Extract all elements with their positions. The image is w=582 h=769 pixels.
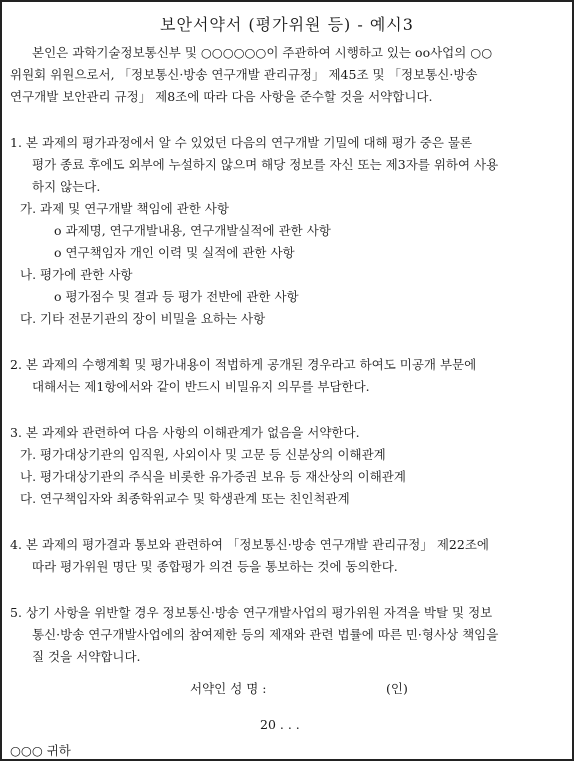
section-1-ga-bullet-1: o 과제명, 연구개발내용, 연구개발실적에 관한 사항 xyxy=(54,223,331,238)
signer-name-label: 서약인 성 명 : xyxy=(190,681,267,696)
section-1-item-ga: 가. 과제 및 연구개발 책임에 관한 사항 xyxy=(20,201,229,216)
section-5-line-1: 5. 상기 사항을 위반할 경우 정보통신·방송 연구개발사업의 평가위원 자격을 박탈 및 정보 xyxy=(10,605,493,620)
section-1-item-da: 다. 기타 전문기관의 장이 비밀을 요하는 사항 xyxy=(20,311,266,326)
section-4-line-2: 따라 평가위원 명단 및 종합평가 의견 등을 통보하는 것에 동의한다. xyxy=(32,559,398,574)
section-3-heading: 3. 본 과제와 관련하여 다음 사항의 이해관계가 없음을 서약한다. xyxy=(10,425,360,440)
pledge-date: 20 . . . xyxy=(260,717,300,732)
section-4-line-1: 4. 본 과제의 평가결과 통보와 관련하여 「정보통신·방송 연구개발 관리규정」 제22조에 xyxy=(10,537,489,552)
intro-line-2: 위원회 위원으로서, 「정보통신·방송 연구개발 관리규정」 제45조 및 「정보통신·방송 xyxy=(10,67,478,82)
seal-mark: (인) xyxy=(386,681,408,696)
document-title: 보안서약서 (평가위원 등) - 예시3 xyxy=(160,15,414,34)
section-5-line-3: 질 것을 서약합니다. xyxy=(32,649,141,664)
section-3-item-1: 가. 평가대상기관의 임직원, 사외이사 및 고문 등 신분상의 이해관계 xyxy=(20,447,386,462)
section-3-item-2: 나. 평가대상기관의 주식을 비롯한 유가증권 보유 등 재산상의 이해관계 xyxy=(20,469,406,484)
section-3-item-3: 다. 연구책임자와 최종학위교수 및 학생관계 또는 친인척관계 xyxy=(20,491,350,506)
section-2-line-2: 대해서는 제1항에서와 같이 반드시 비밀유지 의무를 부담한다. xyxy=(32,379,370,394)
recipient: ○○○ 귀하 xyxy=(10,743,71,758)
intro-line-3: 연구개발 보안관리 규정」 제8조에 따라 다음 사항을 준수할 것을 서약합니다. xyxy=(10,89,433,104)
section-1-line-2: 평가 종료 후에도 외부에 누설하지 않으며 해당 정보를 자신 또는 제3자를 위하여 사용 xyxy=(32,157,499,172)
section-1-item-na: 나. 평가에 관한 사항 xyxy=(20,267,133,282)
section-1-line-3: 하지 않는다. xyxy=(32,179,101,194)
intro-line-1: 본인은 과학기술정보통신부 및 ○○○○○○이 주관하여 시행하고 있는 oo사업의 ○○ xyxy=(32,45,493,60)
section-5-line-2: 통신·방송 연구개발사업에의 참여제한 등의 제재와 관련 법률에 따른 민·형사상 책임을 xyxy=(32,627,499,642)
section-1-ga-bullet-2: o 연구책임자 개인 이력 및 실적에 관한 사항 xyxy=(54,245,295,260)
section-1-line-1: 1. 본 과제의 평가과정에서 알 수 있었던 다음의 연구개발 기밀에 대해 평가 중은 물론 xyxy=(10,135,473,150)
section-1-na-bullet-1: o 평가점수 및 결과 등 평가 전반에 관한 사항 xyxy=(54,289,299,304)
section-2-line-1: 2. 본 과제의 수행계획 및 평가내용이 적법하게 공개된 경우라고 하여도 미공개 부문에 xyxy=(10,357,477,372)
